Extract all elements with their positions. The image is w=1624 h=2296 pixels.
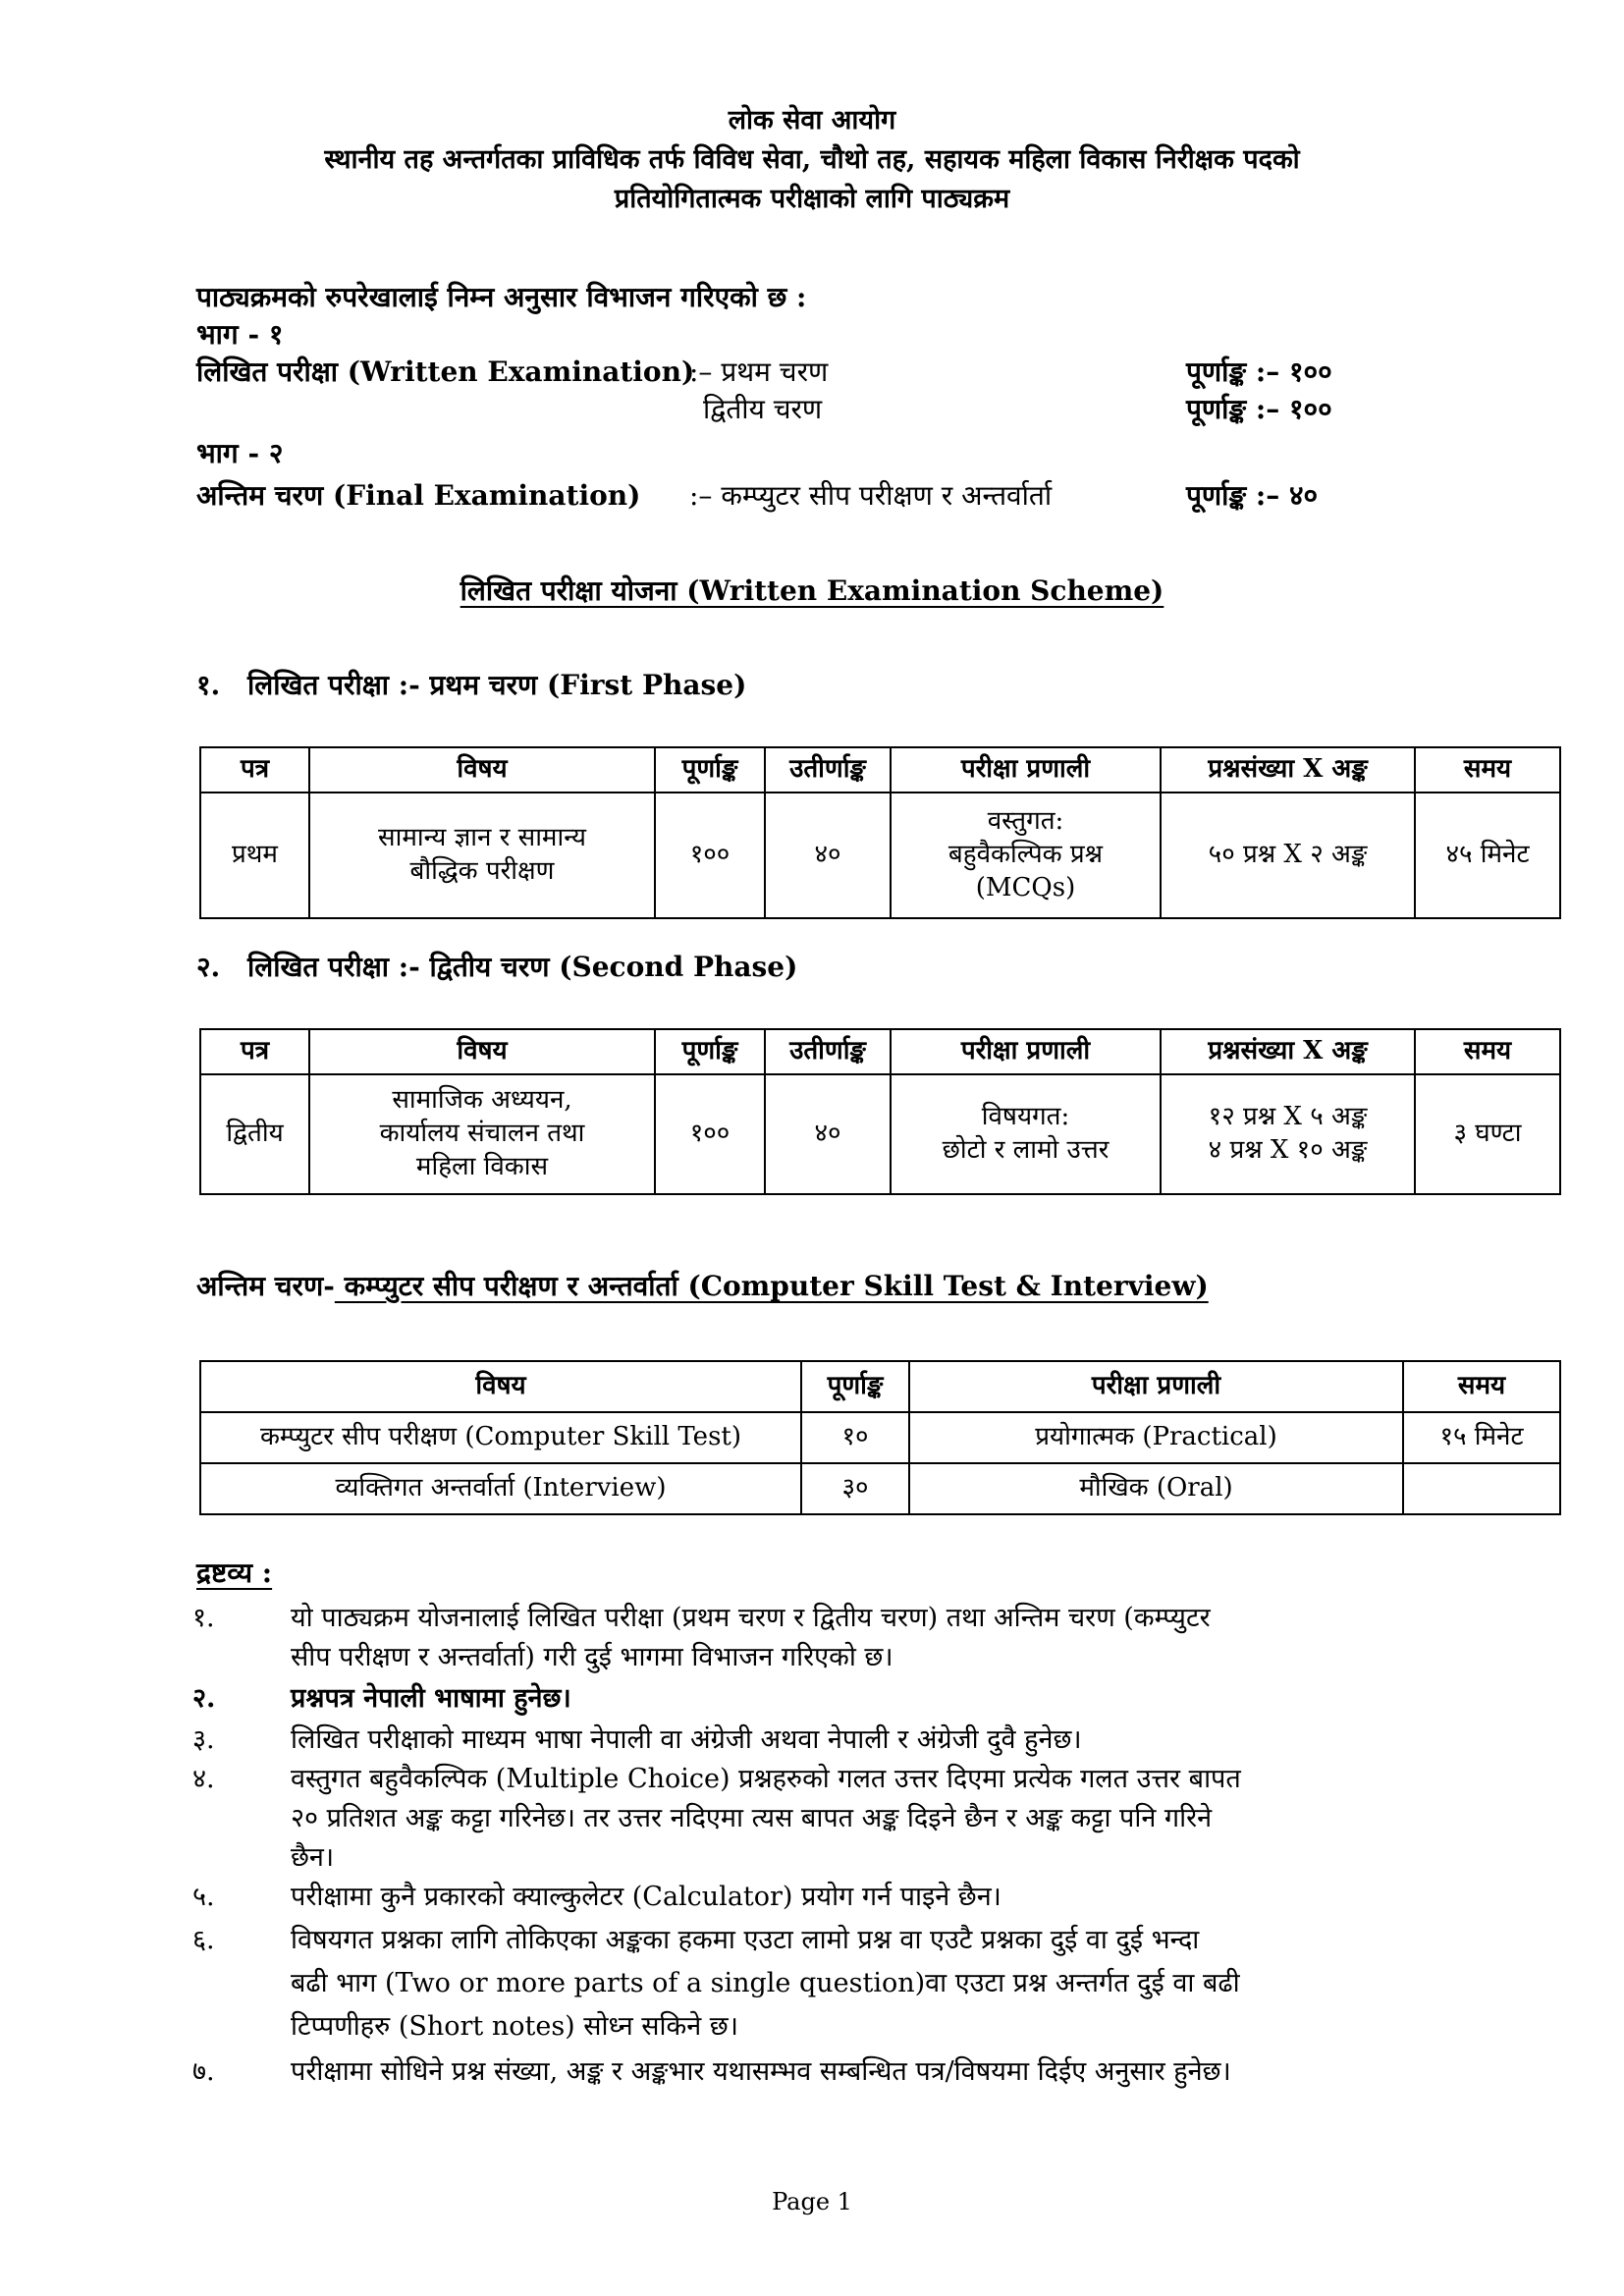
phase2-full-marks: १०० xyxy=(655,1074,765,1194)
outline-second-phase-marks: पूर्णाङ्क :– १०० xyxy=(1186,393,1332,425)
phase1-header-questions: प्रश्नसंख्या X अङ्क xyxy=(1161,747,1415,793)
phase2-header-time: समय xyxy=(1415,1029,1560,1074)
outline-final-marks: पूर्णाङ्क :– ४० xyxy=(1186,479,1319,512)
table-row xyxy=(200,1463,1560,1514)
phase2-number: २. xyxy=(196,951,221,983)
note-7-number: ७. xyxy=(192,2056,215,2087)
phase2-time: ३ घण्टा xyxy=(1415,1074,1560,1194)
phase2-table xyxy=(199,1028,1561,1195)
header-syllabus: प्रतियोगितात्मक परीक्षाको लागि पाठ्यक्रम xyxy=(614,184,1010,214)
final-row1-full-marks: १० xyxy=(801,1412,909,1463)
note-7-text: परीक्षामा सोधिने प्रश्न संख्या, अङ्क र अङ्कभार यथासम्भव सम्बन्धित पत्र/विषयमा दिईए अनुसार हुनेछ। xyxy=(291,2056,1231,2087)
outline-first-phase: :– प्रथम चरण xyxy=(689,355,829,388)
phase2-header-pass-marks: उतीर्णाङ्क xyxy=(765,1029,891,1074)
phase2-questions-line1: १२ प्रश्न X ५ अङ्क xyxy=(1208,1102,1368,1132)
phase1-method xyxy=(891,793,1161,918)
note-1-number: १. xyxy=(192,1603,215,1633)
note-3-text: लिखित परीक्षाको माध्यम भाषा नेपाली वा अंग्रेजी अथवा नेपाली र अंग्रेजी दुवै हुनेछ। xyxy=(291,1724,1082,1755)
phase1-header-method: परीक्षा प्रणाली xyxy=(891,747,1161,793)
note-2-text: प्रश्नपत्र नेपाली भाषामा हुनेछ। xyxy=(291,1683,571,1714)
outline-second-phase: द्वितीय चरण xyxy=(703,393,823,425)
header-org: लोक सेवा आयोग xyxy=(728,105,896,136)
phase2-title: लिखित परीक्षा :- द्वितीय चरण (Second Phase) xyxy=(247,951,798,983)
phase2-header-paper: पत्र xyxy=(200,1029,309,1074)
phase1-paper: प्रथम xyxy=(200,793,309,918)
note-1-line1: यो पाठ्यक्रम योजनालाई लिखित परीक्षा (प्रथम चरण र द्वितीय चरण) तथा अन्तिम चरण (कम्प्युटर xyxy=(291,1603,1211,1633)
table-row xyxy=(200,793,1560,918)
phase1-header-paper: पत्र xyxy=(200,747,309,793)
phase2-subject-line2: कार्यालय संचालन तथा xyxy=(379,1119,585,1149)
outline-intro: पाठ्यक्रमको रुपरेखालाई निम्न अनुसार विभाजन गरिएको छ : xyxy=(196,281,807,313)
phase2-subject-line1: सामाजिक अध्ययन, xyxy=(392,1085,572,1116)
phase1-method-line2: बहुवैकल्पिक प्रश्न xyxy=(947,840,1104,870)
phase1-title: लिखित परीक्षा :- प्रथम चरण (First Phase) xyxy=(247,669,747,701)
phase2-questions xyxy=(1161,1074,1415,1194)
phase1-subject-line1: सामान्य ज्ञान र सामान्य xyxy=(378,823,586,853)
note-5-text: परीक्षामा कुनै प्रकारको क्याल्कुलेटर (Calculator) प्रयोग गर्न पाइने छैन। xyxy=(291,1882,1001,1912)
phase2-header-questions: प्रश्नसंख्या X अङ्क xyxy=(1161,1029,1415,1074)
phase2-method-line1: विषयगत: xyxy=(981,1102,1070,1132)
phase1-questions: ५० प्रश्न X २ अङ्क xyxy=(1161,793,1415,918)
phase1-header-full-marks: पूर्णाङ्क xyxy=(655,747,765,793)
outline-final-desc: :– कम्प्युटर सीप परीक्षण र अन्तर्वार्ता xyxy=(689,479,1053,512)
note-4-text xyxy=(291,1760,1439,1878)
final-row2-method: मौखिक (Oral) xyxy=(909,1463,1403,1514)
note-6-number: ६. xyxy=(192,1925,215,1955)
note-4-line2: २० प्रतिशत अङ्क कट्टा गरिनेछ। तर उत्तर नदिएमा त्यस बापत अङ्क दिइने छैन र अङ्क कट्टा पनि गरिने xyxy=(291,1803,1213,1833)
note-6-line3: टिप्पणीहरु (Short notes) सोध्न सकिने छ। xyxy=(291,2011,738,2042)
final-table xyxy=(199,1360,1561,1515)
phase2-pass-marks: ४० xyxy=(765,1074,891,1194)
page-number: Page 1 xyxy=(772,2188,852,2215)
phase2-method-line2: छोटो र लामो उत्तर xyxy=(942,1135,1110,1165)
final-header-method: परीक्षा प्रणाली xyxy=(909,1361,1403,1412)
note-4-number: ४. xyxy=(192,1764,215,1794)
note-4-line1: वस्तुगत बहुवैकल्पिक (Multiple Choice) प्रश्नहरुको गलत उत्तर दिएमा प्रत्येक गलत उत्तर बापत xyxy=(291,1764,1241,1794)
phase2-subject xyxy=(309,1074,655,1194)
phase2-paper: द्वितीय xyxy=(200,1074,309,1194)
final-header-time: समय xyxy=(1403,1361,1560,1412)
note-4-line3: छैन। xyxy=(291,1842,335,1873)
phase2-header-method: परीक्षा प्रणाली xyxy=(891,1029,1161,1074)
outline-part1: भाग - १ xyxy=(196,318,284,351)
outline-first-phase-marks: पूर्णाङ्क :– १०० xyxy=(1186,355,1332,388)
note-3-number: ३. xyxy=(192,1724,215,1755)
phase1-header-time: समय xyxy=(1415,747,1560,793)
note-2-number: २. xyxy=(192,1683,216,1714)
scheme-title: लिखित परीक्षा योजना (Written Examination Scheme) xyxy=(460,574,1164,607)
final-section-title: कम्प्युटर सीप परीक्षण र अन्तर्वार्ता (Computer Skill Test & Interview) xyxy=(334,1270,1209,1302)
outline-part2: भाग - २ xyxy=(196,437,284,469)
table-row xyxy=(200,1412,1560,1463)
phase1-header-subject: विषय xyxy=(309,747,655,793)
header-post: स्थानीय तह अन्तर्गतका प्राविधिक तर्फ विविध सेवा, चौथो तह, सहायक महिला विकास निरीक्षक पदको xyxy=(324,144,1300,175)
final-row2-subject: व्यक्तिगत अन्तर्वार्ता (Interview) xyxy=(200,1463,801,1514)
final-row2-full-marks: ३० xyxy=(801,1463,909,1514)
final-header-full-marks: पूर्णाङ्क xyxy=(801,1361,909,1412)
final-row1-method: प्रयोगात्मक (Practical) xyxy=(909,1412,1403,1463)
note-6-line2: बढी भाग (Two or more parts of a single question)वा एउटा प्रश्न अन्तर्गत दुई वा बढी xyxy=(291,1968,1240,1998)
notes-heading: द्रष्टव्य : xyxy=(196,1557,273,1589)
final-section-prefix: अन्तिम चरण- xyxy=(196,1270,335,1302)
outline-written-label: लिखित परीक्षा (Written Examination) xyxy=(196,355,695,388)
note-6-line1: विषयगत प्रश्नका लागि तोकिएका अङ्कका हकमा एउटा लामो प्रश्न वा एउटै प्रश्नका दुई वा दुई भन्दा xyxy=(291,1925,1200,1955)
phase2-header-subject: विषय xyxy=(309,1029,655,1074)
phase2-subject-line3: महिला विकास xyxy=(415,1151,549,1181)
phase1-full-marks: १०० xyxy=(655,793,765,918)
note-1-line2: सीप परीक्षण र अन्तर्वार्ता) गरी दुई भागमा विभाजन गरिएको छ। xyxy=(291,1642,893,1672)
phase1-header-pass-marks: उतीर्णाङ्क xyxy=(765,747,891,793)
phase2-questions-line2: ४ प्रश्न X १० अङ्क xyxy=(1208,1135,1368,1165)
phase1-pass-marks: ४० xyxy=(765,793,891,918)
phase2-method xyxy=(891,1074,1161,1194)
final-row1-time: १५ मिनेट xyxy=(1403,1412,1560,1463)
note-6-text xyxy=(291,1919,1439,2049)
note-1-text xyxy=(291,1599,1439,1677)
phase1-method-line3: (MCQs) xyxy=(975,872,1076,902)
final-row1-subject: कम्प्युटर सीप परीक्षण (Computer Skill Test) xyxy=(200,1412,801,1463)
phase1-number: १. xyxy=(196,669,221,701)
final-row2-time xyxy=(1403,1463,1560,1514)
phase1-table xyxy=(199,746,1561,919)
outline-final-label: अन्तिम चरण (Final Examination) xyxy=(196,479,641,512)
final-header-subject: विषय xyxy=(200,1361,801,1412)
table-row xyxy=(200,1074,1560,1194)
phase2-header-full-marks: पूर्णाङ्क xyxy=(655,1029,765,1074)
phase1-time: ४५ मिनेट xyxy=(1415,793,1560,918)
final-section-heading xyxy=(196,1267,1209,1304)
note-5-number: ५. xyxy=(192,1882,215,1912)
phase1-subject xyxy=(309,793,655,918)
phase1-method-line1: वस्तुगत: xyxy=(987,806,1064,837)
phase1-subject-line2: बौद्धिक परीक्षण xyxy=(409,856,555,886)
